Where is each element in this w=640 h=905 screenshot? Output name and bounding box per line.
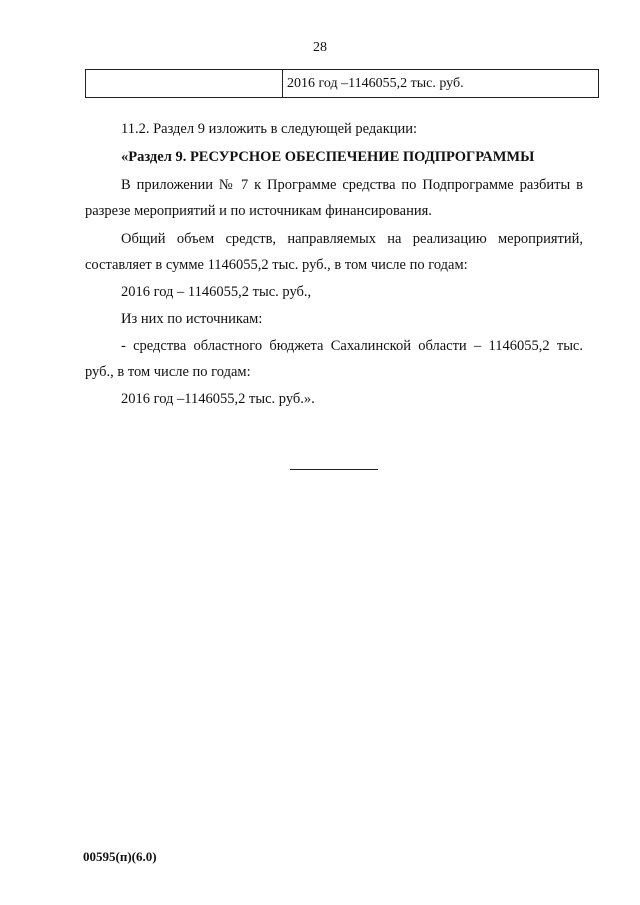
year-amount-final-line: 2016 год –1146055,2 тыс. руб.». [121, 391, 315, 407]
continuation-table [85, 69, 599, 98]
regional-budget-line2: руб., в том числе по годам: [85, 364, 251, 380]
table-cell-amount: 2016 год –1146055,2 тыс. руб. [287, 76, 464, 91]
regional-budget-line1: - средства областного бюджета Сахалинской области – 1146055,2 тыс. [121, 338, 583, 354]
instruction-paragraph: 11.2. Раздел 9 изложить в следующей редакции: [121, 121, 418, 137]
volume-paragraph-line2: составляет в сумме 1146055,2 тыс. руб., в том числе по годам: [85, 257, 468, 273]
section-heading: «Раздел 9. РЕСУРСНОЕ ОБЕСПЕЧЕНИЕ ПОДПРОГРАММЫ [121, 149, 535, 165]
page-number: 28 [313, 40, 327, 55]
end-separator-rule [290, 469, 378, 470]
document-code: 00595(п)(6.0) [83, 849, 157, 864]
table-cell-empty [86, 70, 283, 97]
appendix-paragraph-line2: разрезе мероприятий и по источникам финансирования. [85, 203, 432, 219]
appendix-paragraph-line1: В приложении № 7 к Программе средства по Подпрограмме разбиты в [121, 177, 583, 193]
volume-paragraph-line1: Общий объем средств, направляемых на реализацию мероприятий, [121, 231, 583, 247]
sources-line: Из них по источникам: [121, 311, 263, 327]
year-amount-line: 2016 год – 1146055,2 тыс. руб., [121, 284, 312, 300]
